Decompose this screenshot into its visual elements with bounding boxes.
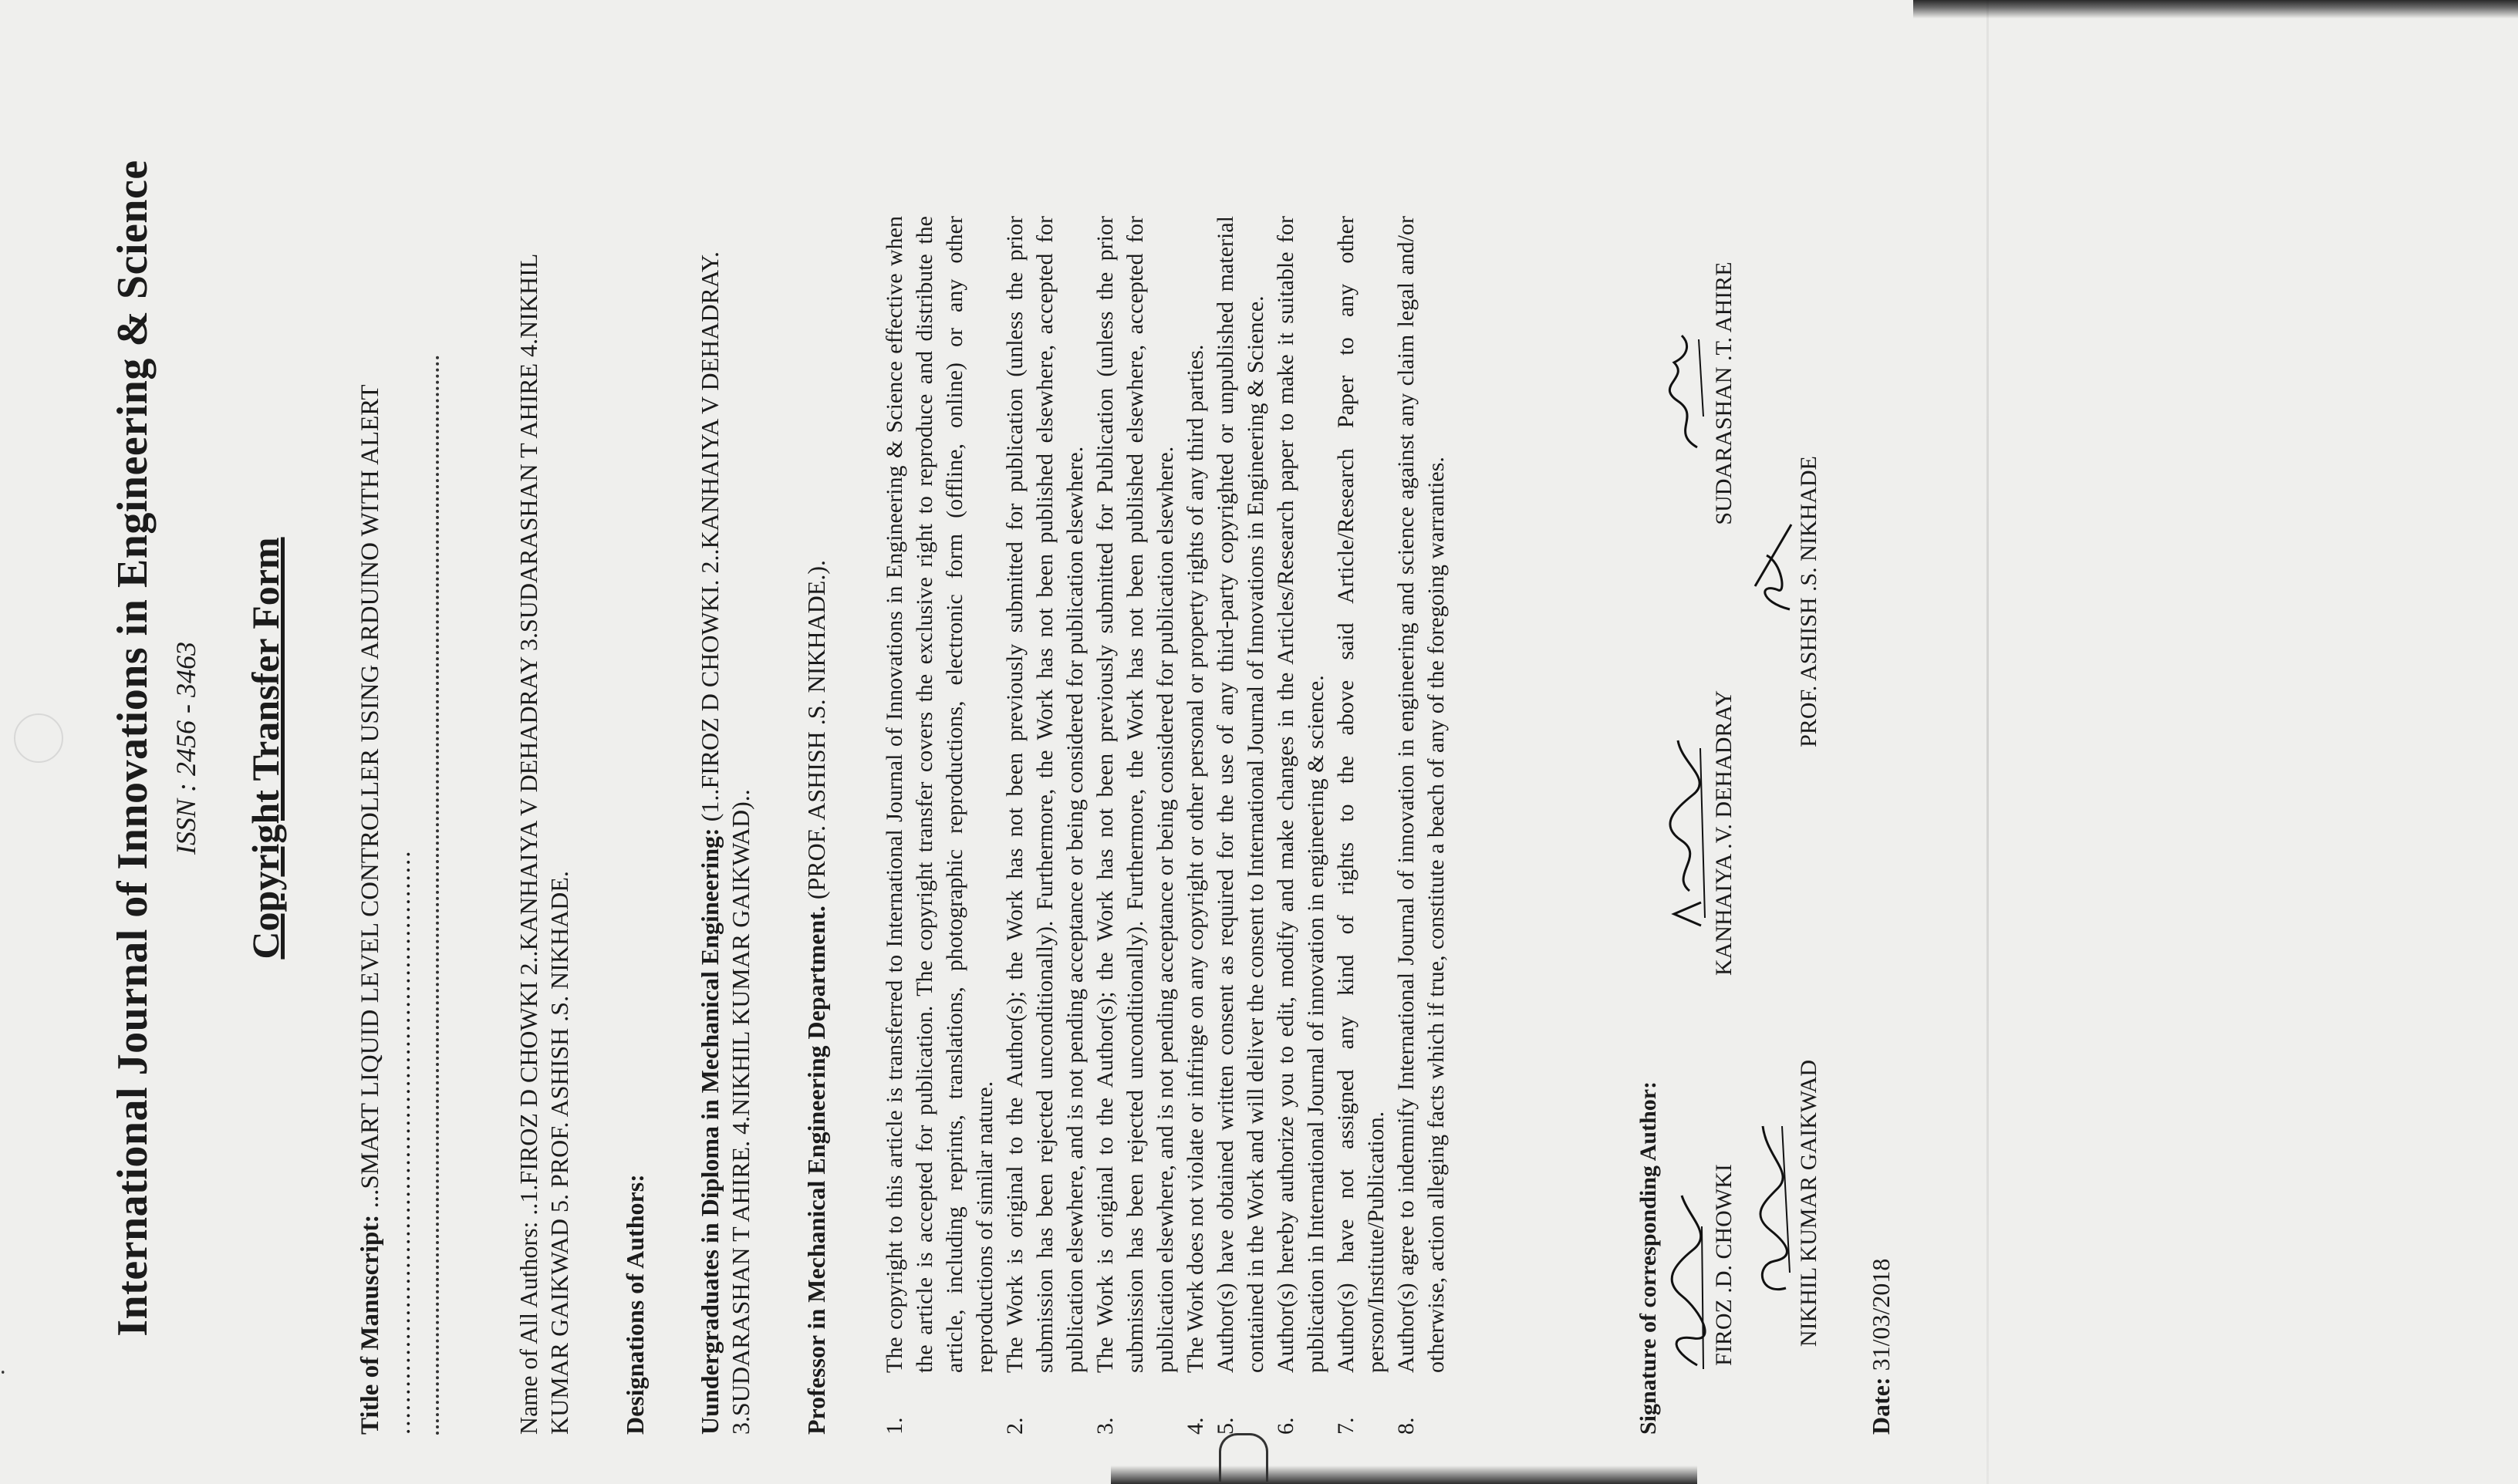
term-item <box>1210 216 1271 1435</box>
term-item <box>1180 216 1210 1435</box>
professor-designation <box>802 201 831 1435</box>
term-number: 1. <box>882 1417 907 1435</box>
journal-issn: ISSN : 2456 - 3463 <box>170 642 201 855</box>
term-number: 6. <box>1273 1417 1298 1435</box>
term-text: The Work is original to the Author(s); the Work has not been previously submitted for Publication (unless the prior submission has been rejected unconditionally). Furthermore, the Work has not been published elsewhere, accepted for publication elsewhere, and is not pending acceptance or being considered for publication elsewhere. <box>1092 216 1178 1373</box>
term-item <box>1000 216 1090 1435</box>
term-item <box>1090 216 1180 1435</box>
authors-value: ..1.FIROZ D CHOWKI 2..KANHAIYA V DEHADRAY 3.SUDARASHAN T AHIRE 4.NIKHIL KUMAR GAIKWAD 5. PROF. ASHISH .S. NIKHADE. <box>515 254 573 1435</box>
term-text: Author(s) have not assigned any kind of rights to the above said Article/Research Paper to any other person/Institute/Publication. <box>1333 216 1389 1373</box>
designations-heading: Designations of Authors: <box>621 1174 649 1435</box>
signature-block <box>1751 1034 1822 1373</box>
scan-speck: ⸱ <box>0 1361 6 1385</box>
manuscript-title-value: ...SMART LIQUID LEVEL CONTROLLER USING ARDUINO WITH ALERT <box>356 385 384 1209</box>
term-text: Author(s) hereby authorize you to edit, modify and make changes in the Articles/Research paper to make it suitable for publication in International Journal of innovation in engineering & science. <box>1273 216 1328 1373</box>
terms-list <box>879 216 1451 1435</box>
professor-value: (PROF. ASHISH .S. NIKHADE.). <box>802 560 830 900</box>
term-item <box>1271 216 1331 1435</box>
term-number: 7. <box>1333 1417 1359 1435</box>
signature-block <box>1666 1095 1737 1435</box>
signature-block <box>1751 432 1822 771</box>
term-text: The copyright to this article is transferred to International Journal of Innovations in Engineering & Science effective when the article is accepted for publication. The copyright transfer covers the exclusive right to reproduce and distribute the article, including reprints, translations, photographic reproductions, electronic form (offline, online) or any other reproductions of similar nature. <box>882 216 997 1373</box>
authors-label: Name of All Authors: <box>515 1221 542 1435</box>
signature-heading: Signature of corresponding Author: <box>1635 1081 1661 1435</box>
date-value: 31/03/2018 <box>1867 1258 1895 1371</box>
undergraduates-label: Uundergraduates in Diploma in Mechanical Engineering: <box>696 828 724 1435</box>
signatory-name: SUDARASHAN .T. AHIRE <box>1711 261 1737 525</box>
term-number: 8. <box>1393 1417 1419 1435</box>
signature-block <box>1666 224 1737 563</box>
term-text: Author(s) have obtained written consent as required for the use of any third-party copyrighted or unpublished material contained in the Work and will deliver the consent to International Journal of Innovations in Engineering & Science. <box>1213 216 1268 1373</box>
term-text: The Work does not violate or infringe on any copyright or other personal or property rights of any third parties. <box>1183 344 1208 1373</box>
manuscript-title-label: Title of Manuscript: <box>356 1214 384 1435</box>
term-item <box>879 216 1000 1435</box>
undergraduates-designation <box>694 216 756 1435</box>
signatory-name: NIKHIL KUMAR GAIKWAD <box>1796 1059 1821 1347</box>
page-fold-line <box>1986 0 1989 1484</box>
handwritten-signature <box>1751 1034 1793 1373</box>
paper-clip-mark <box>1219 1433 1268 1482</box>
term-item <box>1391 216 1451 1435</box>
professor-label: Professor in Mechanical Engineering Department. <box>802 906 830 1435</box>
date-label: Date: <box>1867 1377 1895 1435</box>
authors-field <box>513 216 575 1435</box>
term-item <box>1331 216 1391 1435</box>
form-title: Copyright Transfer Form <box>244 537 287 960</box>
journal-title: International Journal of Innovations in Engineering & Science <box>109 160 157 1337</box>
handwritten-signature <box>1666 224 1708 563</box>
signature-block <box>1666 663 1737 1003</box>
dotted-divider <box>436 355 439 1435</box>
handwritten-signature <box>1751 432 1793 771</box>
signatory-name: PROF. ASHISH .S. NIKHADE <box>1796 456 1821 747</box>
term-text: Author(s) agree to indemnify International Journal of innovation in engineering and science against any claim legal and/or otherwise, action alleging facts which if true, constitute a beach of any of the foregoing warranties. <box>1393 216 1449 1373</box>
handwritten-signature <box>1666 663 1708 1003</box>
term-number: 2. <box>1002 1417 1028 1435</box>
signatory-name: KANHAIYA .V. DEHADRAY <box>1711 690 1737 976</box>
signatory-name: FIROZ .D. CHOWKI <box>1711 1164 1737 1366</box>
manuscript-title-field <box>355 201 418 1435</box>
term-text: The Work is original to the Author(s); the Work has not been previously submitted for publication (unless the prior submission has been rejected unconditionally). Furthermore, the Work has not been published elsewhere, accepted for publication elsewhere, and is not pending acceptance or being considered for publication elsewhere. <box>1002 216 1088 1373</box>
dotted-fill: .......................................................................... <box>388 849 416 1435</box>
handwritten-signature <box>1666 1095 1708 1435</box>
scan-edge-shadow <box>1111 1465 1697 1484</box>
scan-edge-shadow <box>1913 0 2518 19</box>
term-number: 3. <box>1092 1417 1118 1435</box>
form-page <box>108 62 1905 1435</box>
term-number: 4. <box>1183 1417 1208 1435</box>
term-number: 5. <box>1213 1417 1238 1435</box>
faint-seal-mark <box>14 713 63 763</box>
date-field <box>1867 1259 1895 1435</box>
undergraduates-value: (1..FIROZ D CHOWKI. 2..KANHAIYA V DEHADRAY. 3.SUDARASHAN T AHIRE. 4.NIKHIL KUMAR GAIKWAD).. <box>696 251 754 1435</box>
